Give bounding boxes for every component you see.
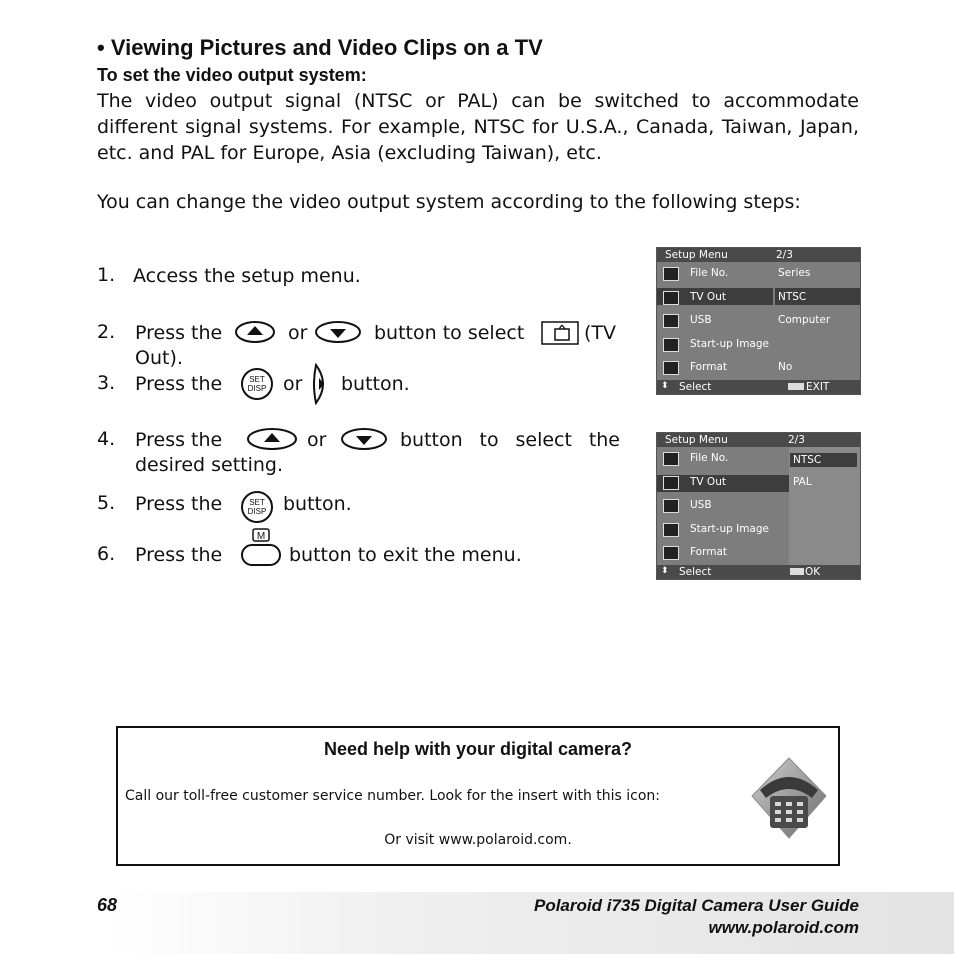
guide-url: www.polaroid.com	[708, 918, 859, 937]
menu-body	[657, 262, 860, 380]
page-number: 68	[97, 895, 118, 915]
usb-icon	[663, 314, 679, 328]
menu-row-startup-image	[657, 518, 860, 542]
menu-page: 2/3	[788, 434, 805, 446]
up-down-arrows-icon: ⬍	[661, 565, 669, 576]
file-number-icon	[663, 267, 679, 281]
step-2-or: or	[288, 322, 308, 344]
help-line-1: Call our toll-free customer service number. Look for the insert with this icon:	[125, 788, 661, 804]
setup-menu-screenshot-1	[656, 247, 861, 395]
file-number-icon	[663, 452, 679, 466]
step-5-press: Press the	[135, 493, 223, 515]
step-6-number: 6.	[97, 543, 116, 565]
step-6-press: Press the	[135, 544, 223, 566]
guide-title: Polaroid i735 Digital Camera User Guide	[533, 896, 859, 915]
startup-image-icon	[663, 338, 679, 352]
startup-image-icon	[663, 523, 679, 537]
menu-row-tv-out	[657, 286, 860, 310]
step-4-number: 4.	[97, 428, 116, 450]
up-button-icon	[234, 320, 276, 344]
right-button-icon	[310, 362, 334, 406]
step-3-press: Press the	[135, 373, 223, 395]
menu-row-value: NTSC	[778, 290, 807, 303]
menu-header	[657, 433, 860, 447]
menu-footer	[657, 565, 860, 579]
section-subheading: To set the video output system:	[97, 65, 367, 85]
set-key-icon	[790, 568, 804, 575]
footer-guide	[534, 895, 859, 939]
menu-row-label: File No.	[690, 452, 729, 464]
step-2-press: Press the	[135, 322, 223, 344]
step-4-press: Press the	[135, 429, 223, 451]
svg-text:M: M	[256, 531, 266, 542]
step-2-number: 2.	[97, 321, 116, 343]
step-1-number: 1.	[97, 264, 116, 286]
menu-footer	[657, 380, 860, 394]
set-disp-button-icon	[240, 490, 274, 524]
menu-row-file-no	[657, 447, 860, 471]
menu-row-tv-out	[657, 471, 860, 495]
step-3-button: button.	[341, 373, 410, 395]
intro-paragraph: The video output signal (NTSC or PAL) can be switched to accommodate different signal systems. For example, NTSC for U.S.A., Canada, Taiwan, Japan, etc. and PAL for Europe, Asia (excluding Taiwan), etc.	[97, 90, 859, 164]
menu-row-label: USB	[690, 499, 712, 511]
tv-out-icon	[663, 291, 679, 305]
help-title: Need help with your digital camera?	[323, 739, 633, 759]
menu-title: Setup Menu	[665, 434, 728, 446]
menu-page: 2/3	[776, 249, 793, 261]
menu-row-usb	[657, 494, 860, 518]
step-5-button: button.	[283, 493, 352, 515]
menu-row-label: Start-up Image	[690, 522, 769, 535]
step-4-or: or	[307, 429, 327, 451]
step-4-desired: desired setting.	[135, 454, 284, 476]
menu-row-format	[657, 356, 860, 380]
menu-row-label: TV Out	[690, 290, 726, 303]
menu-header	[657, 248, 860, 262]
menu-row-value: Series	[778, 267, 811, 279]
menu-row-label: Format	[690, 361, 728, 373]
down-button-icon	[340, 427, 388, 451]
menu-row-label: Format	[690, 546, 728, 558]
footer-select: Select	[679, 565, 712, 578]
step-4-select: button to select the	[400, 429, 620, 451]
page-title: • Viewing Pictures and Video Clips on a TV	[97, 35, 543, 60]
help-line-2: Or visit www.polaroid.com.	[384, 832, 572, 848]
menu-row-label: File No.	[690, 267, 729, 279]
menu-button-icon	[240, 528, 282, 568]
format-icon	[663, 361, 679, 375]
step-3-number: 3.	[97, 372, 116, 394]
menu-title: Setup Menu	[665, 249, 728, 261]
help-box	[116, 726, 840, 866]
footer-ok: OK	[805, 565, 821, 578]
menu-row-startup-image	[657, 333, 860, 357]
down-button-icon	[314, 320, 362, 344]
option-pal: PAL	[793, 475, 812, 488]
usb-icon	[663, 499, 679, 513]
menu-body	[657, 447, 860, 565]
setup-menu-screenshot-2	[656, 432, 861, 580]
option-ntsc: NTSC	[793, 454, 822, 466]
tv-out-icon	[541, 321, 579, 345]
up-button-icon	[246, 427, 298, 451]
footer-exit: EXIT	[806, 380, 830, 393]
footer-select: Select	[679, 380, 712, 393]
menu-key-icon	[788, 383, 804, 390]
menu-row-format	[657, 541, 860, 565]
menu-row-value: Computer	[778, 314, 831, 326]
step-6-exit: button to exit the menu.	[289, 544, 522, 566]
menu-row-usb	[657, 309, 860, 333]
svg-text:DISP: DISP	[247, 507, 267, 516]
set-disp-button-icon	[240, 367, 274, 401]
tv-out-icon	[663, 476, 679, 490]
step-1-text: Access the setup menu.	[133, 265, 361, 287]
step-2-select: button to select	[374, 322, 525, 344]
step-5-number: 5.	[97, 492, 116, 514]
svg-text:SET: SET	[249, 375, 265, 384]
menu-row-value: No	[778, 361, 793, 373]
up-down-arrows-icon: ⬍	[661, 380, 669, 391]
menu-row-file-no	[657, 262, 860, 286]
svg-text:DISP: DISP	[247, 384, 267, 393]
step-2-tv: (TV	[584, 322, 617, 344]
telephone-icon	[748, 756, 830, 842]
step-3-or: or	[283, 373, 303, 395]
svg-text:SET: SET	[249, 498, 265, 507]
menu-row-label: Start-up Image	[690, 337, 769, 350]
step-2-out: Out).	[135, 347, 183, 369]
intro-paragraph-2: You can change the video output system according to the following steps:	[97, 191, 801, 213]
menu-row-label: TV Out	[690, 475, 726, 488]
menu-row-label: USB	[690, 314, 712, 326]
format-icon	[663, 546, 679, 560]
